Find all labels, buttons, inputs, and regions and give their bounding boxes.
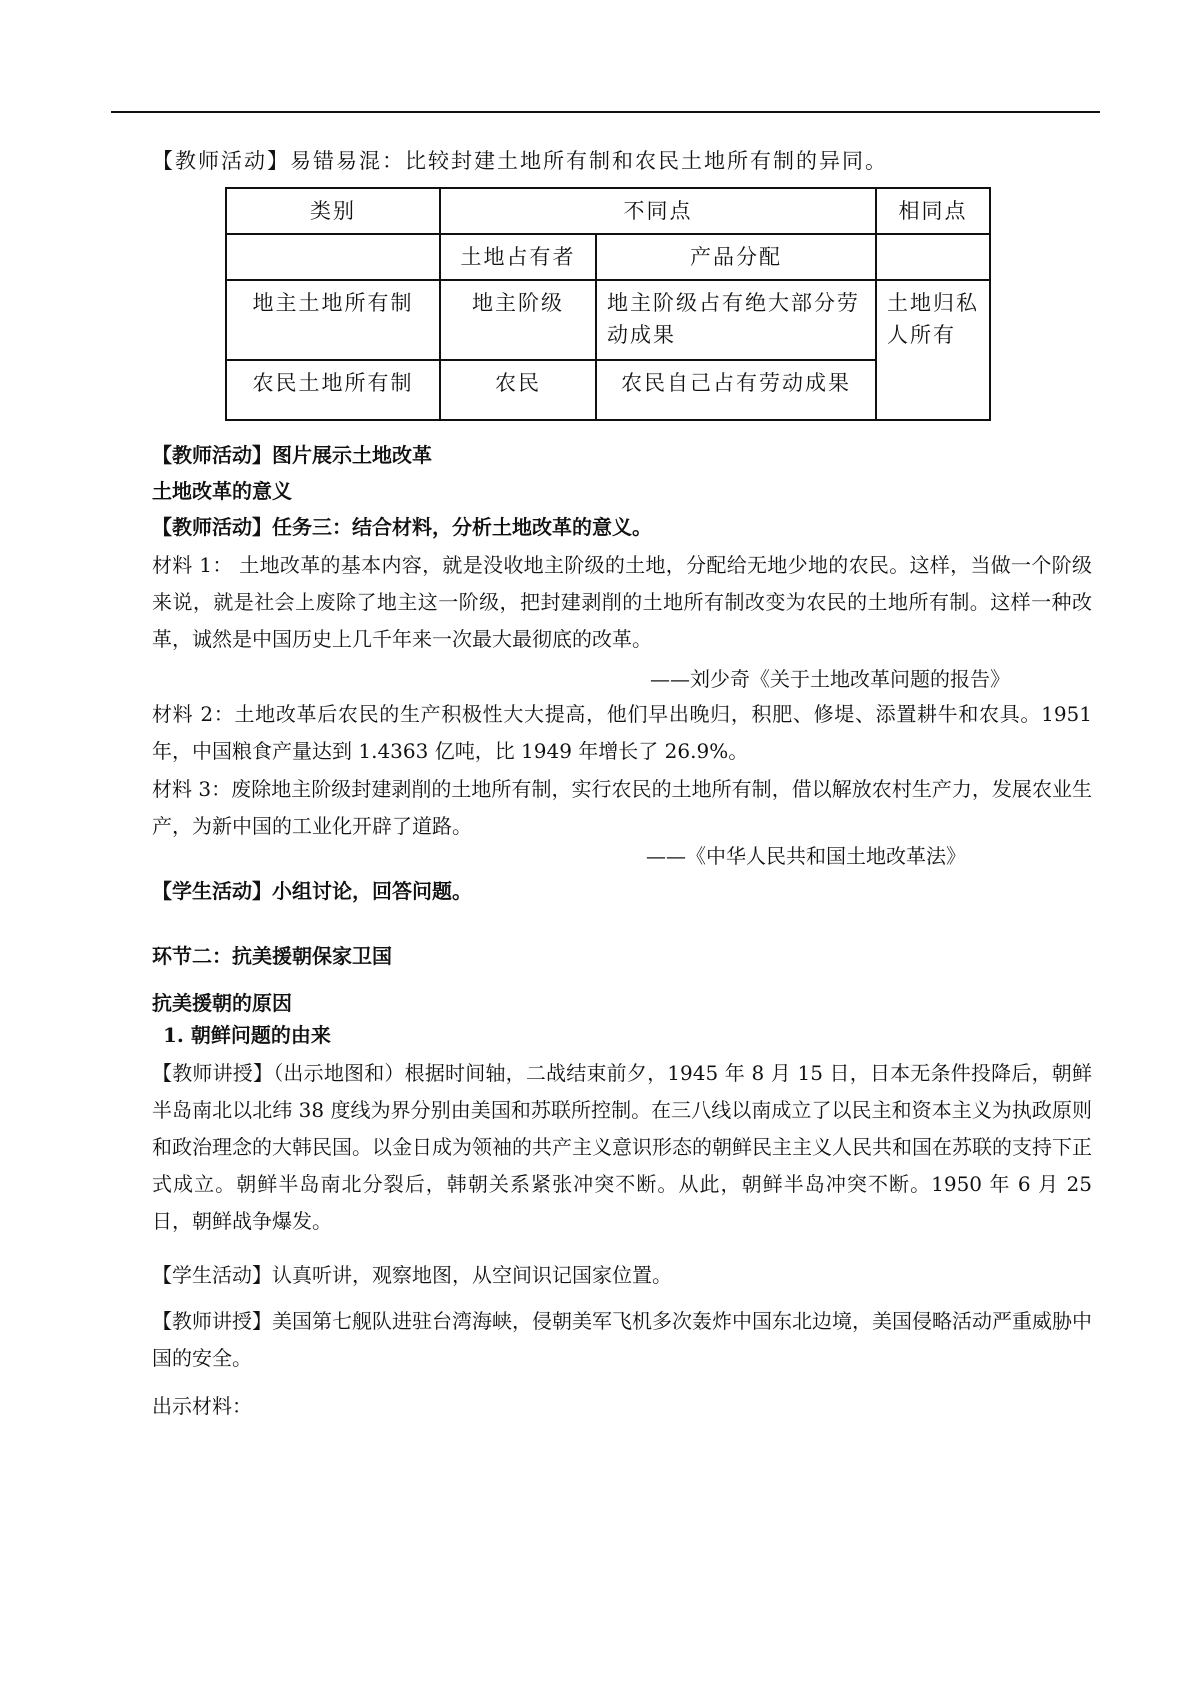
material-1: 材料 1： 土地改革的基本内容，就是没收地主阶级的土地，分配给无地少地的农民。这样，当做一个阶级来说，就是社会上废除了地主这一阶级，把封建剥削的土地所有制改变为农民的土地所有制。这样一种改革，诚然是中国历史上几千年来一次最大最彻底的改革。 (152, 553, 1092, 651)
row1-distribution: 地主阶级占有绝大部分劳动成果 (596, 280, 876, 360)
teacher-activity-images: 【教师活动】图片展示土地改革 (152, 443, 432, 467)
material-2: 材料 2：土地改革后农民的生产积极性大大提高，他们早出晚归，积肥、修堤、添置耕牛和农具。1951年，中国粮食产量达到 1.4363 亿吨，比 1949 年增长了 26.9%。 (152, 702, 1092, 763)
heading-korea-origin: 1. 朝鲜问题的由来 (163, 1023, 331, 1047)
header-similarities: 相同点 (876, 188, 990, 234)
material-1-source: ——刘少奇《关于土地改革问题的报告》 (650, 667, 1010, 691)
material-3: 材料 3：废除地主阶级封建剥削的土地所有制，实行农民的土地所有制，借以解放农村生产力，发展农业生产，为新中国的工业化开辟了道路。 (152, 777, 1092, 838)
row2-distribution: 农民自己占有劳动成果 (596, 360, 876, 420)
header-distribution: 产品分配 (596, 234, 876, 280)
teacher-lecture-1: 【教师讲授】（出示地图和）根据时间轴，二战结束前夕，1945 年 8 月 15 日，日本无条件投降后，朝鲜半岛南北以北纬 38 度线为界分别由美国和苏联所控制。在三八线以南成立了以民主和资本主义为执政原则和政治理念的大韩民国。以金日成为领袖的共产主义意识形态的朝鲜民主主义人民共和国在苏联的支持下正式成立。朝鲜半岛南北分裂后，韩朝关系紧张冲突不断。从此，朝鲜半岛冲突不断。1950 年 6 月 25 日，朝鲜战争爆发。 (152, 1061, 1092, 1233)
table-row (226, 360, 990, 420)
comparison-table (225, 187, 991, 421)
teacher-lecture-2: 【教师讲授】美国第七舰队进驻台湾海峡，侵朝美军飞机多次轰炸中国东北边境，美国侵略活动严重威胁中国的安全。 (152, 1309, 1092, 1370)
header-category: 类别 (226, 188, 440, 234)
table-cell-empty (876, 234, 990, 280)
row2-category: 农民土地所有制 (226, 360, 440, 420)
show-material: 出示材料： (152, 1394, 252, 1418)
material-3-source: ——《中华人民共和国土地改革法》 (646, 844, 966, 868)
table-row (226, 234, 990, 280)
student-activity-discuss: 【学生活动】小组讨论，回答问题。 (152, 879, 472, 903)
similarity-cell: 土地归私人所有 (876, 280, 990, 420)
row2-owner: 农民 (440, 360, 596, 420)
row1-category: 地主土地所有制 (226, 280, 440, 360)
section-heading-2: 环节二：抗美援朝保家卫国 (152, 944, 392, 968)
table-row (226, 280, 990, 360)
header-rule (111, 111, 1100, 113)
table-row (226, 188, 990, 234)
header-differences: 不同点 (440, 188, 876, 234)
teacher-activity-task3: 【教师活动】任务三：结合材料，分析土地改革的意义。 (152, 515, 652, 539)
heading-land-reform-meaning: 土地改革的意义 (152, 479, 292, 503)
header-land-owner: 土地占有者 (440, 234, 596, 280)
row1-owner: 地主阶级 (440, 280, 596, 360)
table-cell-empty (226, 234, 440, 280)
student-activity-map: 【学生活动】认真听讲，观察地图，从空间识记国家位置。 (152, 1263, 672, 1287)
teacher-activity-compare: 【教师活动】易错易混：比较封建土地所有制和农民土地所有制的异同。 (152, 149, 888, 173)
heading-reason: 抗美援朝的原因 (152, 991, 292, 1015)
